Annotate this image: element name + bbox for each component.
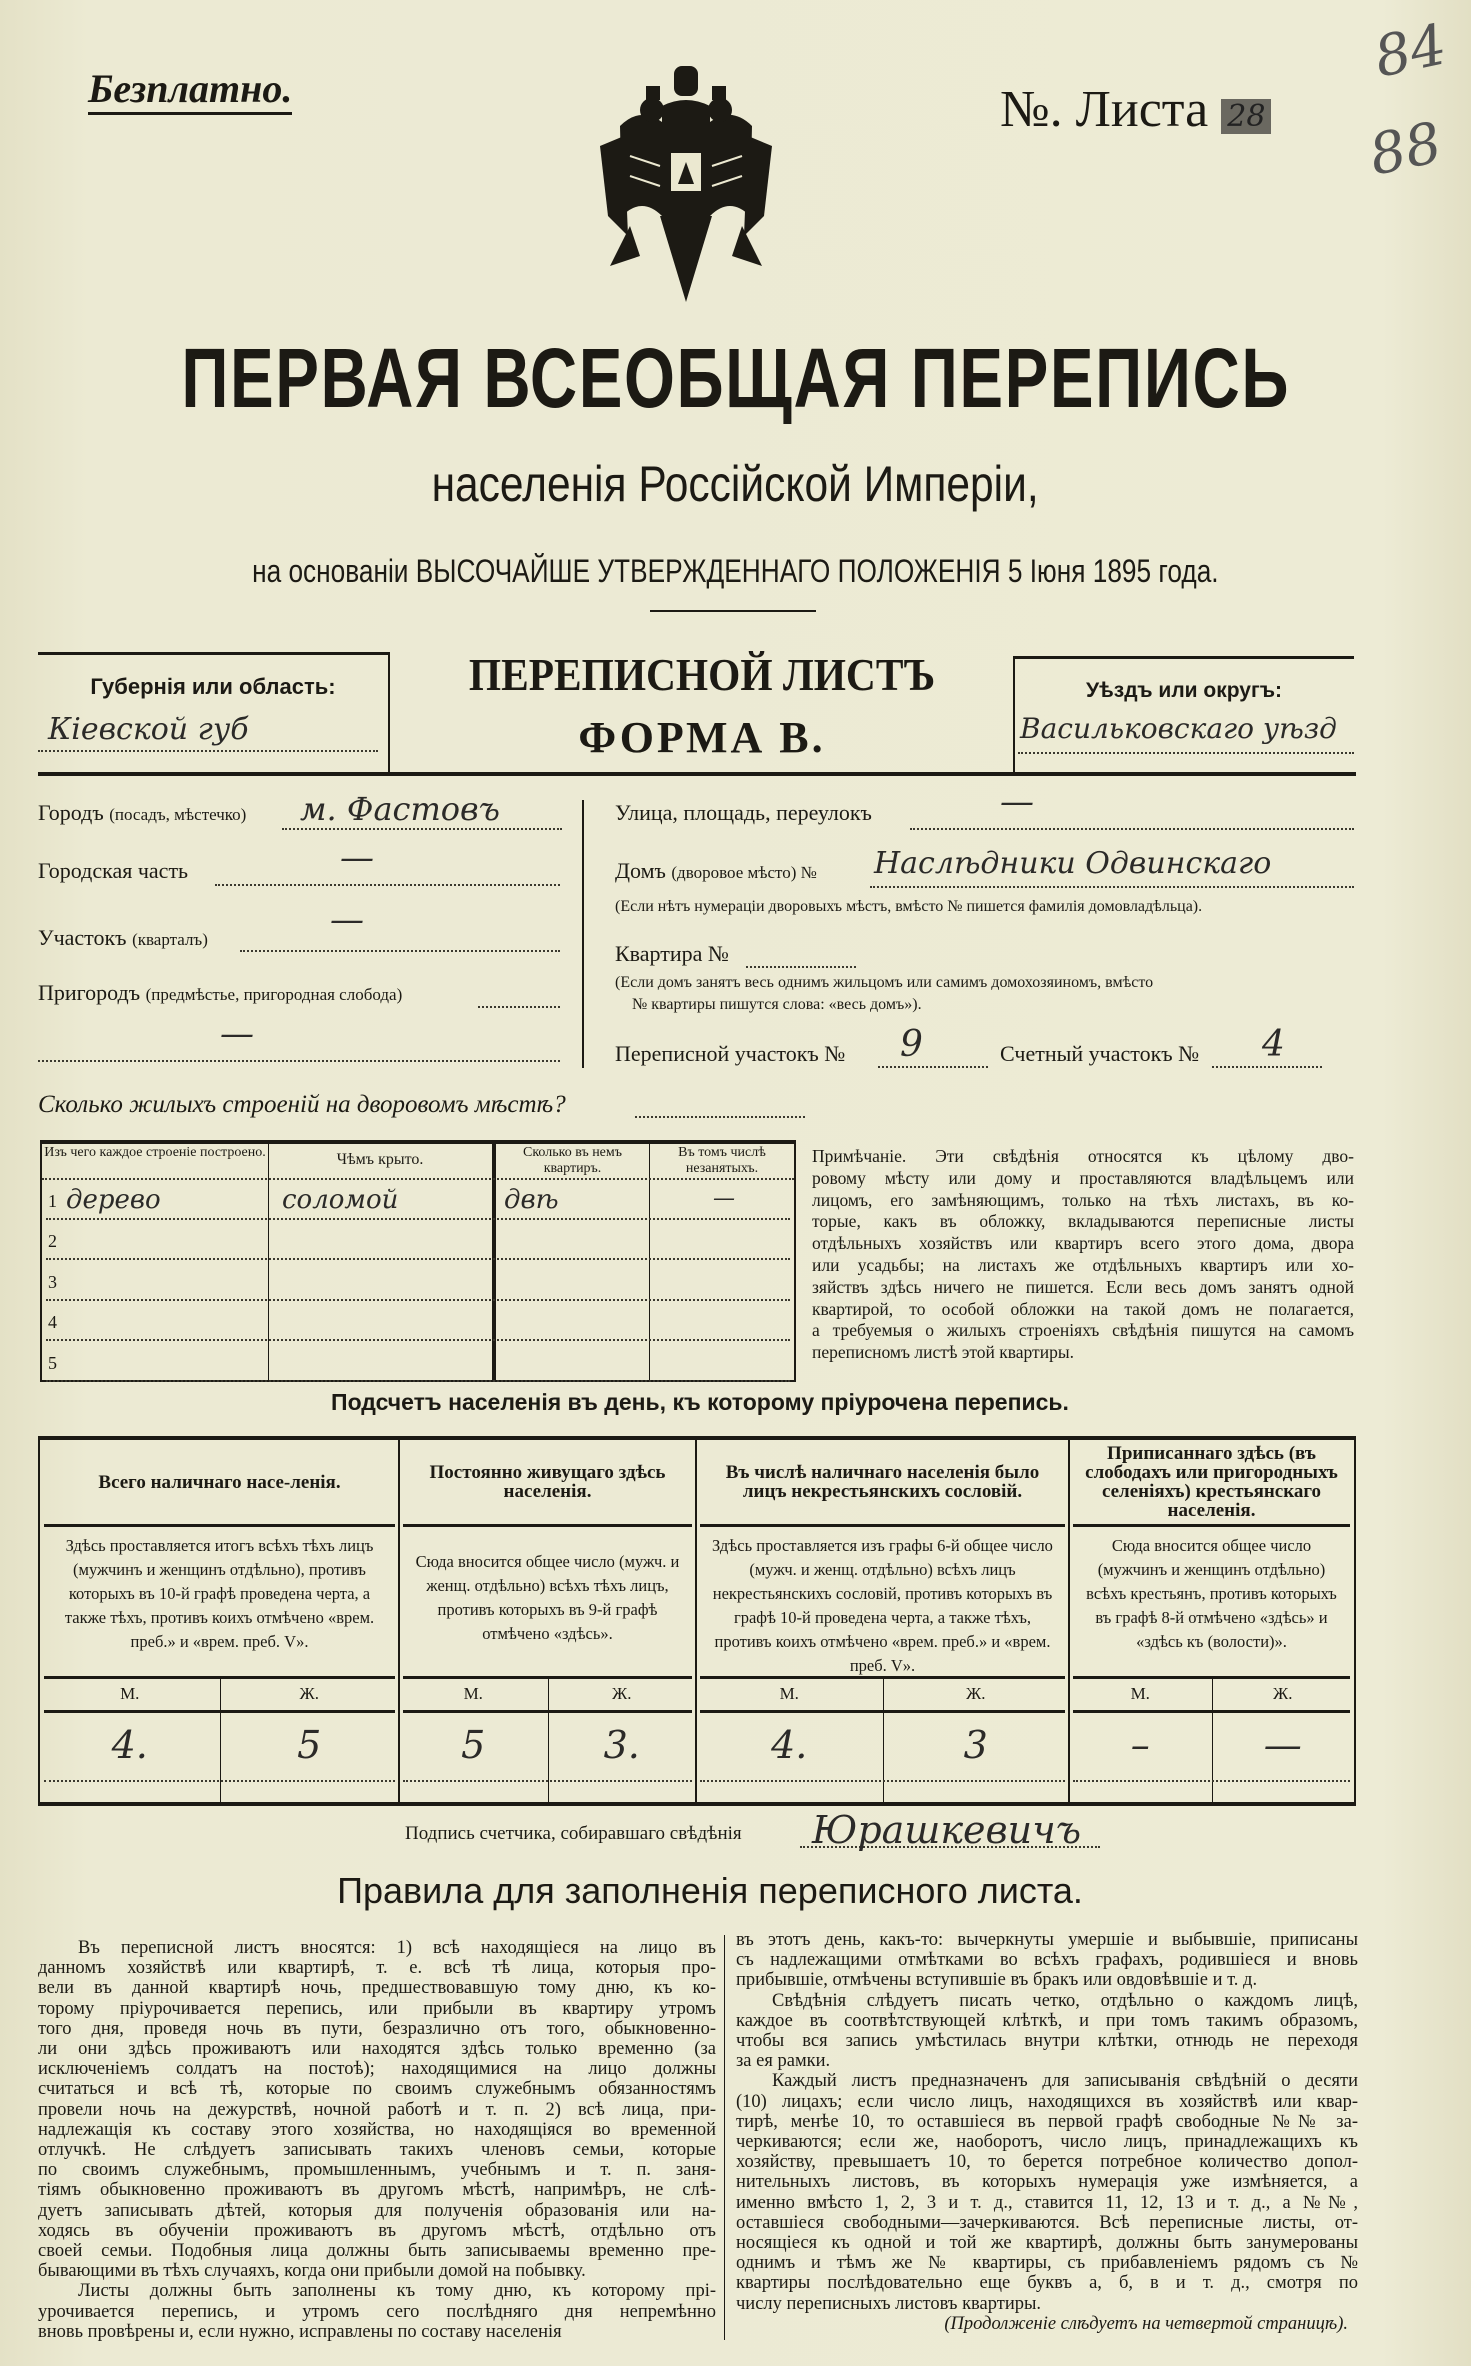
suburb-value[interactable]: — [220,1014,254,1054]
divider [38,652,390,655]
street-label: Улица, площадь, переулокъ [615,800,872,825]
rules-line: ли они здѣсь проживаютъ или находятся здѣсь только временно (за [38,2039,716,2060]
buildings-note [812,1146,1354,1364]
precinct-field [38,925,208,951]
signature-value: Юрашкевичъ [812,1808,1082,1852]
rules-line: провели ночь на дежурствѣ, ночной работѣ и т. п. 2) всѣ лица, при- [38,2099,716,2120]
divider [403,1710,692,1713]
signature-label: Подпись счетчика, собиравшаго свѣдѣнія [405,1823,742,1844]
female-count[interactable]: 3 [963,1723,988,1767]
divider [700,1524,1065,1527]
rules-line: Свѣдѣнія слѣдуетъ писать четко, отдѣльно о каждомъ лицѣ, [772,1990,1358,2011]
female-label: Ж. [612,1684,632,1703]
rules-line: считаться и всѣ тѣ, которые по своимъ служебнымъ обязанностямъ [38,2079,716,2100]
note-line: или усадьбы; на листахъ же отдѣльныхъ квартиръ или хо- [812,1254,1354,1275]
rules-line: вели въ данной квартирѣ ночь, предшествовавшую тому дню, къ ко- [38,1978,716,1999]
row-line [46,1380,790,1382]
rules-line: однимъ и тѣмъ же № квартиры, съ прибавленіемъ рядомъ съ № [736,2253,1358,2274]
rules-line: отлучкѣ. Не слѣдуетъ записывать такихъ членовъ семьи, которые [38,2140,716,2161]
rules-line: каждое въ соотвѣтствующей клѣткѣ, и при томъ такимъ образомъ, [736,2010,1358,2031]
rules-line: хозяйству, превышаетъ 10, то берется потребное количество допол- [736,2152,1358,2173]
rules-line: по своимъ служебнымъ, промышленнымъ, учебнымъ и т. п. заня- [38,2160,716,2181]
sheet-number-label: №. Листа [1000,81,1209,138]
divider [724,1935,725,2340]
value-line [403,1780,692,1782]
house-note: (Если нѣтъ нумераціи дворовыхъ мѣстъ, вмѣсто № пишется фамилія домовладѣльца). [615,898,1203,915]
suburb-line [478,1006,560,1008]
district-label: Уѣздъ или округъ: [1085,679,1283,702]
male-label: М. [1130,1684,1150,1703]
female-count[interactable]: 5 [297,1723,322,1767]
precinct-value[interactable]: — [330,900,364,940]
city-field [38,800,246,826]
female-label: Ж. [299,1684,319,1703]
buildings-question: Сколько жилыхъ строеній на дворовомъ мѣстѣ? [38,1091,566,1118]
table-row [42,1220,794,1260]
rules-title: Правила для заполненія переписного листа. [337,1870,1083,1911]
column-header: Всего наличнаго насе-ленія. [98,1471,341,1493]
row-number: 2 [48,1231,57,1252]
suburb-line-2 [38,1060,560,1062]
rules-line: именно вмѣсто 1, 2, 3 и т. д., ставится 11, 12, 13 и т. д., а №№, [736,2192,1358,2213]
city-hint: (посадъ, мѣстечко) [109,805,247,824]
house-label: Домъ [615,858,666,883]
male-label: М. [463,1684,483,1703]
divider [1014,656,1354,659]
row-number: 3 [48,1271,57,1292]
count-area-value[interactable]: 4 [1262,1024,1285,1065]
rules-line: (10) лицахъ; если число лицъ, находящихся въ хозяйствѣ или квар- [736,2091,1358,2112]
note-line: зяйствъ здѣсь ничего не пишется. Если весь домъ занятъ одной [812,1276,1354,1297]
female-count[interactable]: — [1263,1723,1302,1767]
table-row [42,1342,794,1382]
table-row [42,1180,794,1220]
title-wrap [0,330,1471,426]
divider [403,1524,692,1527]
note-line: торые, какъ въ обложку, вкладываются переписные листы [812,1211,1354,1232]
divider [1073,1710,1350,1713]
basis-line [0,553,1471,590]
col-header-roof: Чѣмъ крыто. [336,1151,424,1168]
rules-line: надлежащія къ составу этого хозяйства, но находящіяся во временной [38,2119,716,2140]
precinct-label: Участокъ [38,925,127,950]
rules-line: нительныхъ листовъ, въ которыхъ нумерація уже измѣняется, а [736,2172,1358,2193]
note-line: отдѣльныхъ хозяйствъ или квартиръ всего этого дома, двора [812,1233,1354,1254]
col-header-vacant: Въ томъ числѣ незанятыхъ. [678,1145,766,1176]
district-value[interactable]: Васильковскаго уѣзд [1020,712,1337,745]
column-description: Здѣсь проставляется изъ графы 6-й общее число (мужч. и женщ. отдѣльно) всѣхъ лицъ некрестьянскихъ сословій, противъ которыхъ въ графѣ 10-й проведена черта, а также тѣхъ, противъ коихъ отмѣчено «врем. преб.» и «врем. преб. V». [712,1536,1053,1675]
divider [44,1524,395,1527]
col-header-material: Изъ чего каждое строеніе построено. [44,1145,266,1160]
divider [650,610,816,612]
city-line [282,828,562,830]
row-number: 1 [48,1191,57,1211]
table-row [42,1261,794,1301]
continuation-note: (Продолженіе слѣдуетъ на четвертой страницѣ). [944,2313,1348,2334]
suburb-hint: (предмѣстье, пригородная слобода) [145,985,403,1004]
value-line [44,1780,395,1782]
note-line: переписномъ листѣ этой квартиры. [812,1342,1074,1363]
city-label: Городъ [38,800,104,825]
street-value[interactable]: — [1000,782,1034,822]
rules-line: Въ переписной листъ вносятся: 1) всѣ находящіеся на лицо въ [78,1938,716,1958]
page-title: ПЕРВАЯ ВСЕОБЩАЯ ПЕРЕПИСЬ [181,331,1290,425]
rules-line: числу переписныхъ листовъ квартиры. [736,2293,1042,2314]
rules-line: торому пріурочивается перепись, или прибыли въ квартиру утромъ [38,1998,716,2019]
count-area-label: Счетный участокъ № [1000,1041,1200,1066]
column-description: Здѣсь проставляется итогъ всѣхъ тѣхъ лицъ (мужчинъ и женщинъ отдѣльно), противъ которыхъ въ 10-й графѣ проведена черта, а также тѣхъ, противъ коихъ отмѣчено «врем. преб.» и «врем. преб. V». [64,1536,375,1651]
column-header: Приписаннаго здѣсь (въ слободахъ или пригородныхъ селеніяхъ) крестьянскаго населенія. [1085,1443,1338,1521]
col-header-apartments: Сколько въ немъ квартиръ. [522,1145,622,1176]
rules-line: въ этотъ день, какъ-то: вычеркнуты умершіе и выбывшіе, приписаны [736,1930,1358,1950]
rules-line: своей семьи. Подобныя лица должны быть записываемы временно пре- [38,2241,716,2262]
city-part-line [215,884,560,886]
apartment-line [746,966,856,968]
house-value[interactable]: Наслѣдники Одвинскаго [874,846,1272,881]
rules-line: за ея рамки. [736,2051,831,2072]
male-count[interactable]: 5 [461,1723,486,1767]
table-row [42,1301,794,1341]
divider [38,772,1356,776]
form-title-text: ПЕРЕПИСНОЙ ЛИСТЪ [468,649,936,700]
rules-line: данномъ хозяйствѣ или квартирѣ, т. е. всѣ тѣ лица, которыя про- [38,1958,716,1979]
imperial-eagle-emblem-icon [600,66,772,302]
form-letter: ФОРМА В. [578,713,826,762]
rules-line: прибывшіе, отмѣчены вступившіе въ бракъ или овдовѣвшіе и т. д. [736,1970,1258,1991]
note-line: Примѣчаніе. Эти свѣдѣнія относятся къ цѣлому дво- [812,1146,1354,1166]
column-description: Сюда вносится общее число (мужчинъ и женщинъ отдѣльно) всѣхъ крестьянъ, противъ которыхъ въ графѣ 8-й отмѣчено «здѣсь» и «здѣсь къ (волости)». [1086,1536,1337,1651]
sheet-number [1000,80,1271,147]
rules-right-column [736,1930,1358,2334]
roof-cell[interactable]: соломой [282,1185,399,1215]
rules-line: того дня, проведя ночь въ пути, безразлично отъ того, обыкновенно- [38,2018,716,2039]
city-part-value[interactable]: — [340,838,374,878]
column-header: Въ числѣ наличнаго населенія было лицъ некрестьянскихъ сословій. [725,1462,1040,1502]
note-line: квартирой, то особой обложки на такой домъ не полагается, [812,1298,1354,1319]
rules-line: Листы должны быть заполнены къ тому дню, къ которому прі- [78,2281,716,2302]
province-line [38,750,378,752]
population-table [38,1436,1356,1806]
suburb-label: Пригородъ [38,980,141,1005]
precinct-line [240,950,560,952]
street-line [910,828,1354,830]
divider [1073,1524,1350,1527]
house-hint: (дворовое мѣсто) № [671,863,817,882]
male-label: М. [120,1684,140,1703]
rules-line: тирѣ, менѣе 10, то оставшіеся въ первой графѣ свободные №№ за- [736,2111,1358,2132]
rules-line: дуетъ записывать дѣтей, которыя для полученія образованія или на- [38,2200,716,2221]
rules-line: черкиваются; если же, наоборотъ, число лицъ, принадлежащихъ къ [736,2132,1358,2153]
census-area-line [878,1066,988,1068]
archive-mark-1: 84 [1368,12,1453,91]
rules-line: квартиры послѣдовательно еще буквъ а, б, в и т. д., смотря по [736,2273,1358,2294]
row-number: 5 [48,1352,57,1373]
female-label: Ж. [966,1684,986,1703]
rules-line: чтобы вся запись умѣстилась внутри клѣтки, отнюдь не переходя [736,2031,1358,2052]
free-label: Безплатно. [88,66,292,115]
note-line: лицомъ, его замѣняющимъ, только на тѣхъ листахъ, въ ко- [812,1189,1354,1210]
population-title: Подсчетъ населенія въ день, къ которому пріурочена перепись. [331,1389,1069,1415]
rules-line: съ надлежащими отмѣтками во всѣхъ графахъ, родившіеся и вновь [736,1950,1358,1971]
rules-line: вновь провѣрены и, если нужно, исправлены по составу населенія [38,2321,562,2342]
divider [582,800,584,1068]
rules-line: урочивается перепись, и утромъ сего послѣдняго дня непремѣнно [38,2301,716,2322]
buildings-answer-line [635,1116,805,1118]
male-count[interactable]: 4. [111,1723,148,1767]
column-header: Постоянно живущаго здѣсь населенія. [429,1462,666,1502]
value-line [1073,1780,1350,1782]
province-value[interactable]: Кіевской губ [48,712,249,747]
rules-left-column [38,1938,716,2342]
suburb-field [38,980,402,1006]
row-number: 4 [48,1312,57,1333]
count-area-line [1212,1066,1322,1068]
male-label: М. [779,1684,799,1703]
rules-line: ходясь въ обученіи проживаютъ въ другомъ мѣстѣ, отдѣльно отъ [38,2220,716,2241]
census-area-label: Переписной участокъ № [615,1041,846,1066]
census-area-value[interactable]: 9 [900,1024,923,1065]
male-count[interactable]: 4. [771,1723,808,1767]
city-value[interactable]: м. Фастовъ [300,790,500,828]
precinct-hint: (кварталъ) [132,930,208,949]
buildings-table [40,1140,796,1382]
city-part-label: Городская часть [38,858,189,883]
female-count[interactable]: 3. [603,1723,640,1767]
vacant-cell[interactable]: — [713,1186,735,1211]
page-subtitle [0,455,1471,513]
rules-line: носящіеся къ одной и той же квартирѣ, должны быть занумерованы [736,2233,1358,2254]
rules-line: тіямъ обыкновенно проживаютъ въ другомъ мѣстѣ, напримѣръ, не слѣ- [38,2180,716,2201]
apartment-note-1: (Если домъ занятъ весь однимъ жильцомъ или самимъ домохозяиномъ, вмѣсто [615,974,1154,991]
apartments-cell[interactable]: двѣ [504,1185,559,1215]
apartment-note-2: № квартиры пишутся слова: «весь домъ»). [632,996,922,1013]
note-line: ровому мѣсту или дому и проставляются владѣльцемъ или [812,1167,1354,1188]
note-line: а требуемыя о жилыхъ строеніяхъ свѣдѣнія пишутся на самомъ [812,1320,1354,1341]
house-line [870,886,1354,888]
rules-line: исключеніемъ солдатъ на постоѣ); находящимися на лицо должны [38,2059,716,2080]
house-field [615,858,817,884]
rules-line: бывающими въ тѣхъ случаяхъ, когда они прибыли домой на побывку. [38,2261,586,2282]
value-line [700,1780,1065,1782]
divider [700,1710,1065,1713]
female-label: Ж. [1273,1684,1293,1703]
district-line [1018,752,1354,754]
divider [44,1710,395,1713]
form-title [390,648,1014,702]
basis-text: на основаніи ВЫСОЧАЙШЕ УТВЕРЖДЕННАГО ПОЛОЖЕНІЯ 5 Іюня 1895 года. [252,553,1219,589]
rules-line: оставшіеся свободными—зачеркиваются. Всѣ переписные листы, от- [736,2212,1358,2233]
province-label: Губернія или область: [90,674,336,699]
material-cell[interactable]: дерево [66,1185,161,1215]
archive-mark-2: 88 [1363,110,1448,189]
column-description: Сюда вносится общее число (мужч. и женщ. отдѣльно) всѣхъ тѣхъ лицъ, противъ которыхъ въ 9-й графѣ отмѣчено «здѣсь». [415,1552,680,1643]
apartment-label: Квартира № [615,941,729,966]
sheet-number-value: 28 [1221,99,1271,134]
rules-line: Каждый листъ предназначенъ для записыванія свѣдѣній о десяти [772,2071,1358,2092]
male-count[interactable]: – [1130,1723,1150,1767]
subtitle-text: населенія Россійской Имперіи, [431,456,1040,512]
